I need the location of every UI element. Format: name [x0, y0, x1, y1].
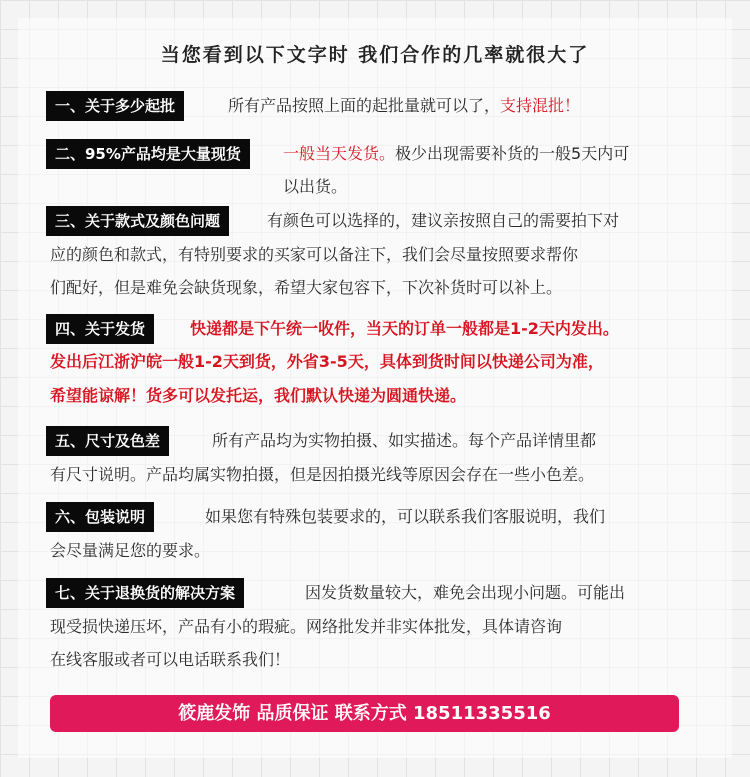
section-6-text-line1: 如果您有特殊包装要求的，可以联系我们客服说明，我们 [205, 507, 606, 526]
section-2-text-b: 极少出现需要补货的一般5天内可 [395, 144, 630, 163]
section-7-text-line1: 因发货数量较大，难免会出现小问题。可能出 [305, 583, 626, 602]
page-title: 当您看到以下文字时 我们合作的几率就很大了 [160, 44, 590, 66]
section-7-text-line2: 现受损快递压坏，产品有小的瑕疵。网络批发并非实体批发，具体请咨询 [50, 617, 563, 636]
section-1-highlight: 支持混批！ [500, 96, 581, 115]
section-6-text-line2: 会尽量满足您的要求。 [50, 541, 211, 560]
section-3-text-line2: 应的颜色和款式，有特别要求的买家可以备注下，我们会尽量按照要求帮你 [50, 245, 579, 264]
section-5-text-line1: 所有产品均为实物拍摄、如实描述。每个产品详情里都 [212, 431, 597, 450]
section-4-text-line2: 发出后江浙沪皖一般1-2天到货，外省3-5天，具体到货时间以快递公司为准， [50, 352, 604, 371]
section-3-badge: 三、关于款式及颜色问题 [46, 206, 229, 236]
section-6-badge: 六、包装说明 [46, 502, 154, 532]
section-3-text-line1: 有颜色可以选择的，建议亲按照自己的需要拍下对 [267, 211, 620, 230]
section-4-text-line1: 快递都是下午统一收件，当天的订单一般都是1-2天内发出。 [190, 319, 619, 338]
section-1-text [228, 89, 580, 123]
section-5-badge: 五、尺寸及色差 [46, 426, 169, 456]
section-1-badge: 一、关于多少起批 [46, 91, 184, 121]
section-2-highlight: 一般当天发货。 [283, 144, 396, 163]
section-4-text-line3: 希望能谅解！货多可以发托运，我们默认快递为圆通快递。 [50, 386, 467, 405]
section-3-text-line3: 们配好，但是难免会缺货现象，希望大家包容下，下次补货时可以补上。 [50, 278, 563, 297]
section-1-text-a: 所有产品按照上面的起批量就可以了， [228, 96, 501, 115]
section-7-badge: 七、关于退换货的解决方案 [46, 578, 244, 608]
section-2-text-line1 [283, 137, 629, 171]
contact-bar: 筱鹿发饰 品质保证 联系方式 18511335516 [50, 695, 679, 732]
section-7-text-line3: 在线客服或者可以电话联系我们！ [50, 650, 291, 669]
section-4-badge: 四、关于发货 [46, 314, 154, 344]
section-5-text-line2: 有尺寸说明。产品均属实物拍摄，但是因拍摄光线等原因会存在一些小色差。 [50, 465, 595, 484]
section-2-badge: 二、95%产品均是大量现货 [46, 139, 250, 169]
section-2-text-line2: 以出货。 [283, 177, 348, 196]
